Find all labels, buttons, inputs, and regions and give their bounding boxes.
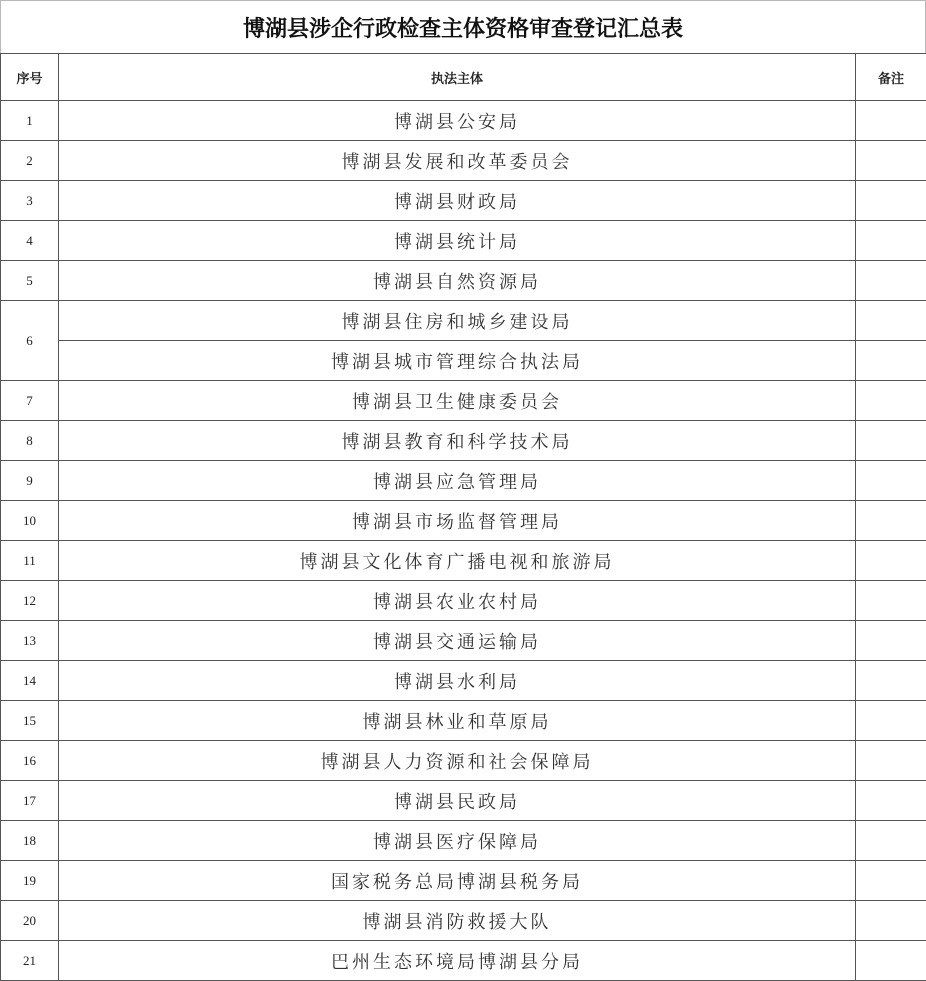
table-row bbox=[1, 701, 926, 741]
table-row bbox=[1, 941, 926, 981]
registration-table bbox=[0, 53, 926, 981]
table-row bbox=[1, 901, 926, 941]
row-remarks bbox=[856, 381, 926, 421]
table-row bbox=[1, 301, 926, 341]
row-index: 3 bbox=[1, 181, 59, 221]
row-remarks bbox=[856, 101, 926, 141]
row-subject: 博湖县文化体育广播电视和旅游局 bbox=[59, 541, 856, 581]
row-index: 20 bbox=[1, 901, 59, 941]
table-row bbox=[1, 621, 926, 661]
header-row bbox=[1, 54, 926, 101]
table-row bbox=[1, 141, 926, 181]
table-row bbox=[1, 261, 926, 301]
table-row bbox=[1, 541, 926, 581]
row-subject: 博湖县民政局 bbox=[59, 781, 856, 821]
row-index: 19 bbox=[1, 861, 59, 901]
row-subject: 博湖县自然资源局 bbox=[59, 261, 856, 301]
row-index: 2 bbox=[1, 141, 59, 181]
row-remarks bbox=[856, 181, 926, 221]
row-remarks bbox=[856, 901, 926, 941]
table-row bbox=[1, 181, 926, 221]
table-row bbox=[1, 581, 926, 621]
row-index: 16 bbox=[1, 741, 59, 781]
table-row bbox=[1, 501, 926, 541]
row-remarks bbox=[856, 581, 926, 621]
row-remarks bbox=[856, 261, 926, 301]
table-row bbox=[1, 661, 926, 701]
row-subject: 博湖县卫生健康委员会 bbox=[59, 381, 856, 421]
table-row bbox=[1, 861, 926, 901]
row-index: 17 bbox=[1, 781, 59, 821]
row-remarks bbox=[856, 701, 926, 741]
row-index: 14 bbox=[1, 661, 59, 701]
row-remarks bbox=[856, 621, 926, 661]
row-remarks bbox=[856, 221, 926, 261]
table-row bbox=[1, 101, 926, 141]
row-index: 12 bbox=[1, 581, 59, 621]
row-subject: 博湖县公安局 bbox=[59, 101, 856, 141]
row-subject: 国家税务总局博湖县税务局 bbox=[59, 861, 856, 901]
row-subject: 博湖县城市管理综合执法局 bbox=[59, 341, 856, 381]
row-remarks bbox=[856, 661, 926, 701]
row-remarks bbox=[856, 941, 926, 981]
table-row bbox=[1, 421, 926, 461]
row-index: 8 bbox=[1, 421, 59, 461]
table-row bbox=[1, 821, 926, 861]
row-subject: 博湖县医疗保障局 bbox=[59, 821, 856, 861]
table-row bbox=[1, 741, 926, 781]
row-index: 6 bbox=[1, 301, 59, 381]
row-subject: 博湖县交通运输局 bbox=[59, 621, 856, 661]
row-subject: 博湖县水利局 bbox=[59, 661, 856, 701]
row-index: 15 bbox=[1, 701, 59, 741]
row-remarks bbox=[856, 461, 926, 501]
row-subject: 博湖县发展和改革委员会 bbox=[59, 141, 856, 181]
row-subject: 博湖县应急管理局 bbox=[59, 461, 856, 501]
table-row bbox=[1, 221, 926, 261]
table-row bbox=[1, 781, 926, 821]
row-remarks bbox=[856, 141, 926, 181]
row-index: 5 bbox=[1, 261, 59, 301]
row-index: 7 bbox=[1, 381, 59, 421]
row-remarks bbox=[856, 301, 926, 341]
table-row bbox=[1, 341, 926, 381]
page-title: 博湖县涉企行政检查主体资格审查登记汇总表 bbox=[0, 0, 926, 53]
row-subject: 博湖县财政局 bbox=[59, 181, 856, 221]
row-remarks bbox=[856, 741, 926, 781]
row-remarks bbox=[856, 781, 926, 821]
row-index: 11 bbox=[1, 541, 59, 581]
row-remarks bbox=[856, 501, 926, 541]
row-subject: 博湖县教育和科学技术局 bbox=[59, 421, 856, 461]
row-remarks bbox=[856, 541, 926, 581]
header-subject: 执法主体 bbox=[59, 54, 856, 101]
row-subject: 博湖县人力资源和社会保障局 bbox=[59, 741, 856, 781]
table-body bbox=[1, 101, 926, 981]
row-index: 21 bbox=[1, 941, 59, 981]
row-remarks bbox=[856, 341, 926, 381]
row-subject: 博湖县农业农村局 bbox=[59, 581, 856, 621]
row-subject: 博湖县林业和草原局 bbox=[59, 701, 856, 741]
row-remarks bbox=[856, 421, 926, 461]
row-subject: 博湖县统计局 bbox=[59, 221, 856, 261]
row-subject: 博湖县住房和城乡建设局 bbox=[59, 301, 856, 341]
row-index: 9 bbox=[1, 461, 59, 501]
row-index: 18 bbox=[1, 821, 59, 861]
row-remarks bbox=[856, 861, 926, 901]
row-subject: 博湖县消防救援大队 bbox=[59, 901, 856, 941]
table-header bbox=[1, 54, 926, 101]
row-index: 10 bbox=[1, 501, 59, 541]
row-index: 13 bbox=[1, 621, 59, 661]
row-index: 4 bbox=[1, 221, 59, 261]
row-subject: 博湖县市场监督管理局 bbox=[59, 501, 856, 541]
row-index: 1 bbox=[1, 101, 59, 141]
row-subject: 巴州生态环境局博湖县分局 bbox=[59, 941, 856, 981]
table-row bbox=[1, 461, 926, 501]
header-remarks: 备注 bbox=[856, 54, 926, 101]
table-row bbox=[1, 381, 926, 421]
header-index: 序号 bbox=[1, 54, 59, 101]
row-remarks bbox=[856, 821, 926, 861]
